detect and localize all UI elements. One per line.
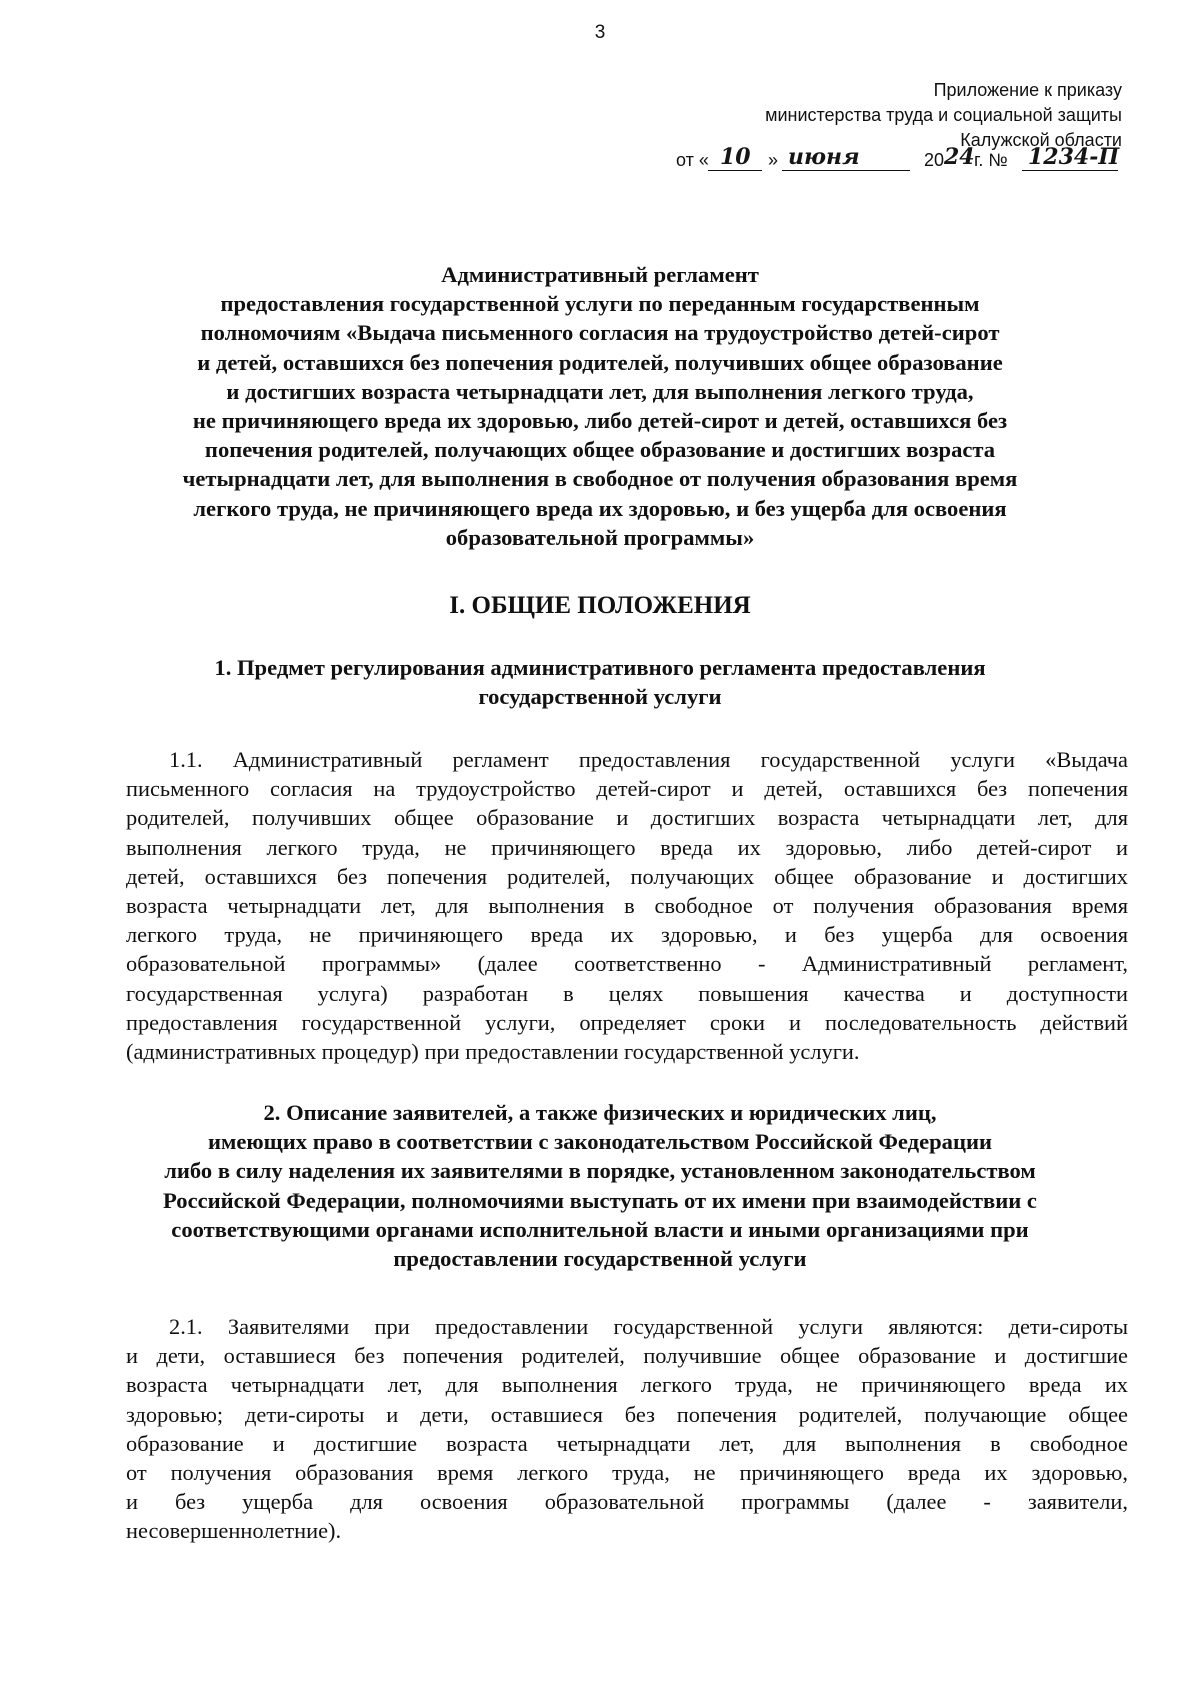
paragraph-line: государственная услуга) разработан в целях повышения качества и доступности	[126, 980, 1128, 1006]
paragraph-line: выполнения легкого труда, не причиняющего вреда их здоровью, либо детей-сирот и	[126, 834, 1128, 860]
paragraph-line: возраста четырнадцати лет, для выполнения в свободное от получения образования время	[126, 893, 1128, 919]
title-line: полномочиям «Выдача письменного согласия на трудоустройство детей-сирот	[200, 320, 1000, 346]
paragraph-line: легкого труда, не причиняющего вреда их здоровью, и без ущерба для освоения	[126, 922, 1128, 948]
order-month-handwritten: июня	[788, 144, 860, 170]
paragraph-line: предоставления государственной услуги, определяет сроки и последовательность действий	[126, 1009, 1128, 1035]
subsection-title-line: имеющих право в соответствии с законодательством Российской Федерации	[207, 1129, 993, 1155]
paragraph-2-1	[126, 1312, 1128, 1546]
paragraph-line: и без ущерба для освоения образовательной программы (далее - заявители,	[126, 1489, 1128, 1515]
page-number: 3	[594, 22, 606, 43]
paragraph-line: от получения образования время легкого труда, не причиняющего вреда их здоровью,	[126, 1460, 1128, 1486]
paragraph-line: (административных процедур) при предоставлении государственной услуги.	[126, 1039, 860, 1065]
title-line: предоставления государственной услуги по переданным государственным	[220, 291, 980, 317]
order-day-handwritten: 10	[720, 144, 751, 170]
subsection-2-title	[80, 1098, 1120, 1273]
order-mid: »	[768, 150, 779, 170]
section-heading: I. ОБЩИЕ ПОЛОЖЕНИЯ	[449, 592, 751, 619]
subsection-title-line: Российской Федерации, полномочиями выступать от их имени при взаимодействии с	[163, 1187, 1037, 1213]
paragraph-line: несовершеннолетние).	[126, 1518, 342, 1544]
title-line: и детей, оставшихся без попечения родителей, получивших общее образование	[197, 349, 1003, 375]
paragraph-line: возраста четырнадцати лет, для выполнения легкого труда, не причиняющего вреда их	[126, 1372, 1128, 1398]
paragraph-line: и дети, оставшиеся без попечения родителей, получившие общее образование и достигшие	[126, 1343, 1128, 1369]
paragraph-1-1	[126, 745, 1128, 1066]
order-year-printed: 20	[924, 150, 945, 170]
order-month-underline	[782, 170, 910, 171]
appendix-header	[765, 78, 1122, 153]
paragraph-line: образовательной программы» (далее соответственно - Административный регламент,	[126, 951, 1128, 977]
subsection-title-line: 2. Описание заявителей, а также физических и юридических лиц,	[263, 1100, 937, 1125]
subsection-title-line: 1. Предмет регулирования административного регламента предоставления	[214, 655, 986, 680]
appendix-line: Приложение к приказу	[933, 80, 1122, 100]
subsection-title-line: государственной услуги	[478, 684, 722, 710]
subsection-title-line: предоставлении государственной услуги	[393, 1246, 807, 1272]
order-day-underline	[708, 170, 762, 171]
appendix-line: министерства труда и социальной защиты	[765, 105, 1122, 125]
title-line: четырнадцати лет, для выполнения в свободное от получения образования время	[182, 466, 1018, 492]
paragraph-line: 1.1. Административный регламент предоставления государственной услуги «Выдача	[169, 747, 1128, 772]
title-line: Административный регламент	[441, 262, 759, 287]
paragraph-line: письменного согласия на трудоустройство детей-сирот и детей, оставшихся без попечения	[126, 776, 1128, 802]
subsection-1-title	[80, 653, 1120, 711]
order-prefix: от «	[676, 150, 709, 170]
title-line: и достигших возраста четырнадцати лет, для выполнения легкого труда,	[226, 378, 974, 404]
paragraph-line: здоровью; дети-сироты и дети, оставшиеся без попечения родителей, получающие общее	[126, 1401, 1128, 1427]
order-reference-line	[676, 144, 1136, 180]
title-line: не причиняющего вреда их здоровью, либо детей-сирот и детей, оставшихся без	[192, 408, 1008, 434]
order-year-handwritten: 24	[944, 144, 975, 170]
order-number-handwritten: 1234-П	[1028, 144, 1120, 170]
appendix-line: Калужской области	[960, 130, 1122, 150]
subsection-title-line: либо в силу наделения их заявителями в порядке, установленном законодательством	[164, 1158, 1036, 1184]
title-line: попечения родителей, получающих общее образование и достигших возраста	[204, 437, 996, 463]
title-line: легкого труда, не причиняющего вреда их здоровью, и без ущерба для освоения	[193, 495, 1007, 521]
order-year-suffix: г. №	[974, 150, 1008, 170]
paragraph-line: 2.1. Заявителями при предоставлении государственной услуги являются: дети-сироты	[169, 1314, 1128, 1339]
paragraph-line: родителей, получивших общее образование и достигших возраста четырнадцати лет, для	[126, 805, 1128, 831]
subsection-title-line: соответствующими органами исполнительной власти и иными организациями при	[171, 1216, 1029, 1242]
paragraph-line: образование и достигшие возраста четырнадцати лет, для выполнения в свободное	[126, 1430, 1128, 1456]
paragraph-line: детей, оставшихся без попечения родителей, получающих общее образование и достигших	[126, 863, 1128, 889]
document-title	[80, 260, 1120, 552]
title-line: образовательной программы»	[445, 524, 755, 550]
order-number-underline	[1022, 170, 1118, 171]
